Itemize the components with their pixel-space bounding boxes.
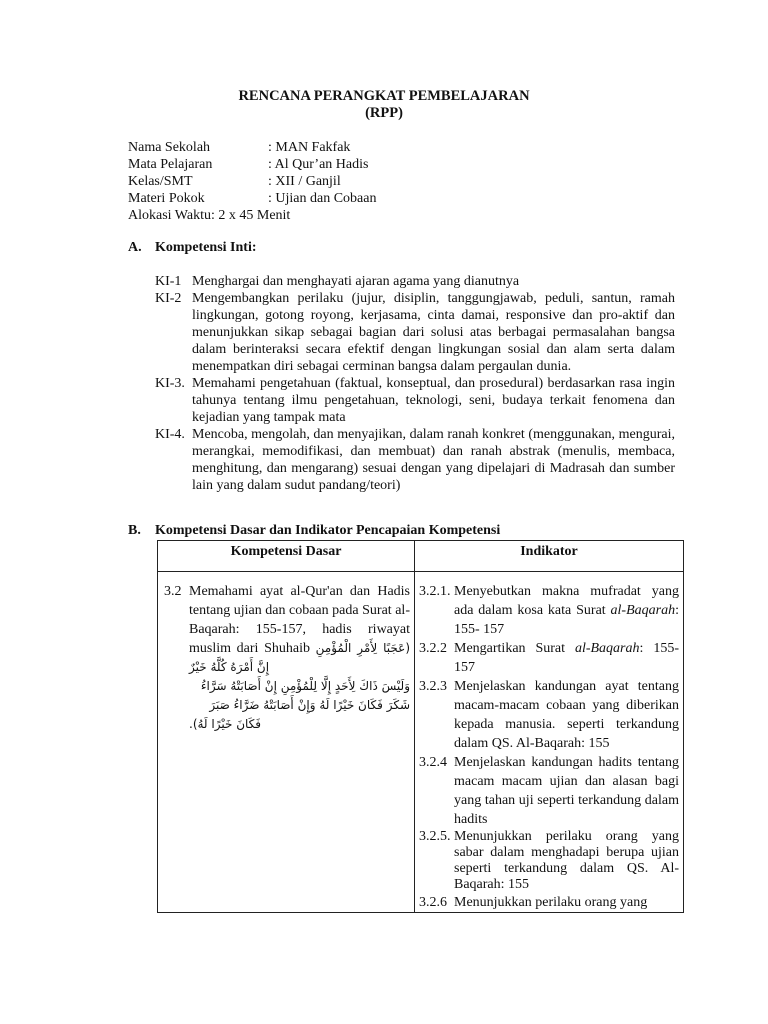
indicator-code: 3.2.2 (419, 641, 447, 656)
identity-row-topic (128, 190, 376, 207)
identity-label: Nama Sekolah (128, 140, 211, 155)
section-title: Kompetensi Inti: (155, 240, 257, 255)
kd-cell (158, 572, 415, 913)
ki-item (155, 426, 675, 494)
indicator-code: 3.2.4 (419, 755, 447, 770)
arabic-hadith-line: فَكَانَ خَيْرًا لَهُ). (189, 717, 262, 731)
indicator-item: 3.2.1. Menyebutkan makna mufradat yang ada dalam kosa kata Surat al-Baqarah: 155- 157 (419, 584, 679, 637)
identity-value: : MAN Fakfak (268, 140, 351, 155)
section-b-heading (128, 523, 500, 539)
identity-label: Materi Pokok (128, 191, 205, 206)
identity-label: Mata Pelajaran (128, 157, 213, 172)
indicator-item: 3.2.6 Menunjukkan perilaku orang yang (419, 895, 648, 910)
arabic-hadith-line: وَلَيْسَ ذَاكَ لِأَحَدٍ إِلَّا لِلْمُؤْمِنِ إِنْ أَصَابَتْهُ سَرَّاءُ (200, 679, 410, 693)
identity-value: : Al Qur’an Hadis (268, 157, 369, 172)
indicator-code: 3.2.6 (419, 895, 447, 910)
identity-row-school (128, 139, 376, 156)
column-header-kd: Kompetensi Dasar (158, 541, 415, 572)
section-title: Kompetensi Dasar dan Indikator Pencapaian Kompetensi (155, 523, 501, 538)
document-subtitle: (RPP) (365, 105, 403, 121)
kd-text: Memahami ayat al-Qur'an dan Hadis tentang ujian dan cobaan pada Surat al-Baqarah: 155-157, hadis riwayat muslim dari Shuhaib (189, 584, 410, 656)
indicator-code: 3.2.1. (419, 584, 451, 599)
section-a-heading (128, 240, 257, 256)
identity-row-time (128, 207, 376, 224)
indicator-cell (415, 572, 684, 913)
identity-block (128, 139, 376, 224)
indicator-code: 3.2.3 (419, 679, 447, 694)
indicator-item: 3.2.5. Menunjukkan perilaku orang yang sabar dalam menghadapi berupa ujian seperti terkandung dalam QS. Al-Baqarah: 155 (419, 829, 679, 892)
identity-label: Kelas/SMT (128, 174, 193, 189)
ki-code: KI-2 (155, 291, 182, 306)
section-number: B. (128, 523, 141, 538)
indicator-item: 3.2.4 Menjelaskan kandungan hadits tentang macam macam ujian dan alasan bagi yang tahan uji seperti terkandung dalam hadits (419, 755, 679, 827)
document-title: RENCANA PERANGKAT PEMBELAJARAN (238, 88, 530, 104)
table-header-row (158, 541, 684, 572)
indicator-item: 3.2.3 Menjelaskan kandungan ayat tentang macam-macam cobaan yang diberikan kepada manusia. seperti terkandung dalam QS. Al-Baqarah: 155 (419, 679, 679, 751)
ki-text: Mengembangkan perilaku (jujur, disiplin, tanggungjawab, peduli, santun, ramah lingkungan, gotong royong, kerjasama, cinta damai, responsive dan pro-aktif dan menunjukkan sikap sebagai bagian dari solusi atas berbagai permasalahan bangsa dalam berinteraksi secara efektif dengan lingkungan sosial dan alam serta dalam menempatkan diri sebagai cerminan bangsa dalam pergaulan dunia. (192, 291, 675, 374)
identity-value: : Ujian dan Cobaan (268, 191, 377, 206)
ki-text: Mencoba, mengolah, dan menyajikan, dalam ranah konkret (menggunakan, mengurai, merangkai, memodifikasi, dan membuat) dan ranah abstrak (menulis, membaca, menghitung, dan mengarang) sesuai dengan yang dipelajari di Madrasah dan sumber lain yang dalam sudut pandang/teori) (192, 427, 675, 493)
section-number: A. (128, 240, 142, 255)
ki-item (155, 290, 675, 375)
indicator-item: 3.2.2 Mengartikan Surat al-Baqarah: 155-157 (419, 641, 679, 675)
identity-row-class (128, 173, 376, 190)
kd-item (164, 582, 410, 734)
competency-table (157, 540, 684, 913)
table-row (158, 572, 684, 913)
ki-item (155, 273, 675, 290)
arabic-hadith-line: شَكَرَ فَكَانَ خَيْرًا لَهُ وَإِنْ أَصَابَتْهُ ضَرَّاءُ صَبَرَ (209, 698, 410, 712)
indicator-code: 3.2.5. (419, 829, 451, 844)
ki-item (155, 375, 675, 426)
core-competency-list (155, 273, 675, 494)
ki-code: KI-3. (155, 376, 185, 391)
arabic-hadith-line: (عَجَبًا لِأَمْرِ الْمُؤْمِنِ إِنَّ أَمْرَهُ كُلَّهُ خَيْرٌ (189, 641, 411, 674)
ki-code: KI-4. (155, 427, 185, 442)
time-allocation: Alokasi Waktu: 2 x 45 Menit (128, 208, 291, 223)
kd-code: 3.2 (164, 584, 182, 599)
column-header-indicator: Indikator (415, 541, 684, 572)
identity-row-subject (128, 156, 376, 173)
ki-text: Memahami pengetahuan (faktual, konseptual, dan prosedural) berdasarkan rasa ingin tahunya tentang ilmu pengetahuan, teknologi, seni, budaya terkait fenomena dan kejadian yang tampak mata (192, 376, 675, 425)
ki-code: KI-1 (155, 274, 182, 289)
ki-text: Menghargai dan menghayati ajaran agama yang dianutnya (192, 274, 520, 289)
identity-value: : XII / Ganjil (268, 174, 341, 189)
